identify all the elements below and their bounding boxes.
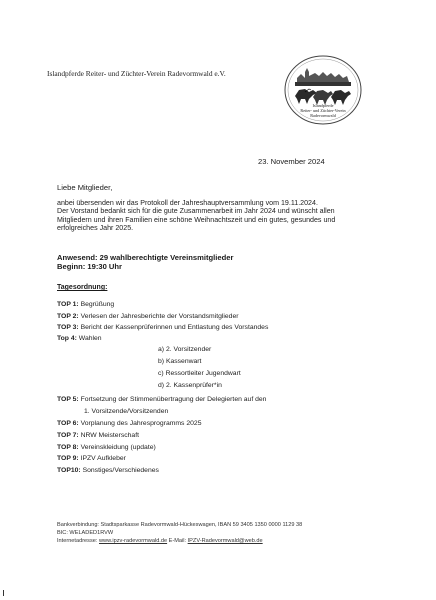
- agenda-number: TOP 2:: [57, 313, 79, 320]
- election-letter: d): [158, 382, 165, 389]
- logo-text-line2: Reiter- und Züchter-Verein: [300, 108, 346, 113]
- logo-text-line3: Radevormwald: [310, 113, 336, 118]
- election-item: [158, 370, 241, 377]
- election-text: Kassenwart: [165, 358, 202, 365]
- agenda-number: TOP 7:: [57, 432, 79, 439]
- agenda-item: [57, 420, 201, 427]
- election-text: 2. Vorsitzender: [165, 346, 212, 353]
- agenda-number: TOP 8:: [57, 444, 79, 451]
- agenda-text: Begrüßung: [80, 301, 115, 308]
- agenda-item: [57, 324, 268, 331]
- agenda-item: [57, 467, 159, 474]
- logo-text-line1: Islandpferde: [312, 103, 334, 108]
- election-text: 2. Kassenprüfer*in: [165, 382, 222, 389]
- agenda-item-continuation: 1. Vorsitzende/Vorsitzenden: [84, 408, 169, 415]
- website-link[interactable]: www.ipzv-radevormwald.de: [99, 538, 168, 544]
- election-letter: c): [158, 370, 164, 377]
- agenda-text: IPZV Aufkleber: [80, 455, 126, 462]
- scan-margin-mark: [3, 590, 4, 596]
- agenda-text: Vorplanung des Jahresprogramms 2025: [80, 420, 202, 427]
- agenda-item: [57, 335, 102, 342]
- web-label: Internetadresse:: [57, 538, 98, 544]
- intro-line: Mitgliedern und ihren Familien eine schöne Weihnachtszeit und ein gutes, gesundes und: [57, 215, 336, 224]
- agenda-text: Vereinskleidung (update): [80, 444, 156, 451]
- agenda-number: TOP 3:: [57, 324, 79, 331]
- email-link[interactable]: IPZV-Radevormwald@web.de: [187, 538, 263, 544]
- agenda-number: TOP 6:: [57, 420, 79, 427]
- attendance-line: Anwesend: 29 wahlberechtigte Vereinsmitglieder: [57, 253, 234, 262]
- election-letter: b): [158, 358, 165, 365]
- agenda-heading: Tagesordnung:: [57, 284, 108, 291]
- election-item: [158, 346, 211, 353]
- bank-details: Bankverbindung: Stadtsparkasse Radevormwald-Hückeswagen, IBAN 59 3405 1350 0000 1129 38: [57, 522, 303, 528]
- club-logo: [283, 52, 363, 128]
- intro-line: erfolgreiches Jahr 2025.: [57, 224, 134, 233]
- agenda-text: NRW Meisterschaft: [80, 432, 139, 439]
- election-item: [158, 382, 222, 389]
- agenda-text: Fortsetzung der Stimmenübertragung der Delegierten auf den: [80, 396, 267, 403]
- agenda-number: TOP10:: [57, 467, 81, 474]
- agenda-item: [57, 432, 139, 439]
- election-letter: a): [158, 346, 165, 353]
- intro-paragraph: [57, 199, 335, 233]
- meeting-info: [57, 253, 233, 271]
- agenda-number: Top 4:: [57, 335, 77, 342]
- intro-line: Der Vorstand bedankt sich für die gute Zusammenarbeit im Jahr 2024 und wünscht allen: [57, 207, 335, 216]
- agenda-text: Wahlen: [78, 335, 102, 342]
- election-text: Ressortleiter Jugendwart: [165, 370, 241, 377]
- agenda-text: Bericht der Kassenprüferinnen und Entlastung des Vorstandes: [80, 324, 269, 331]
- greeting: Liebe Mitglieder,: [57, 183, 113, 192]
- start-time-line: Beginn: 19:30 Uhr: [57, 262, 122, 271]
- agenda-item: [57, 396, 266, 403]
- intro-line: anbei übersenden wir das Protokoll der Jahreshauptversammlung vom 19.11.2024.: [57, 199, 318, 207]
- agenda-item: [57, 301, 114, 308]
- agenda-item: [57, 313, 239, 320]
- contact-line: [57, 537, 302, 545]
- agenda-item: [57, 455, 126, 462]
- agenda-text: Verlesen der Jahresberichte der Vorstandsmitglieder: [80, 313, 239, 320]
- election-item: [158, 358, 201, 365]
- agenda-item: [57, 444, 156, 451]
- agenda-number: TOP 9:: [57, 455, 79, 462]
- footer: [57, 521, 302, 545]
- agenda-number: TOP 1:: [57, 301, 79, 308]
- organization-name: Islandpferde Reiter- und Züchter-Verein Radevormwald e.V.: [47, 69, 226, 78]
- mail-label: E-Mail:: [168, 538, 187, 544]
- bic: BIC: WELADED1RVW: [57, 530, 114, 536]
- letter-date: 23. November 2024: [258, 157, 325, 166]
- agenda-number: TOP 5:: [57, 396, 79, 403]
- agenda-text: Sonstiges/Verschiedenes: [82, 467, 159, 474]
